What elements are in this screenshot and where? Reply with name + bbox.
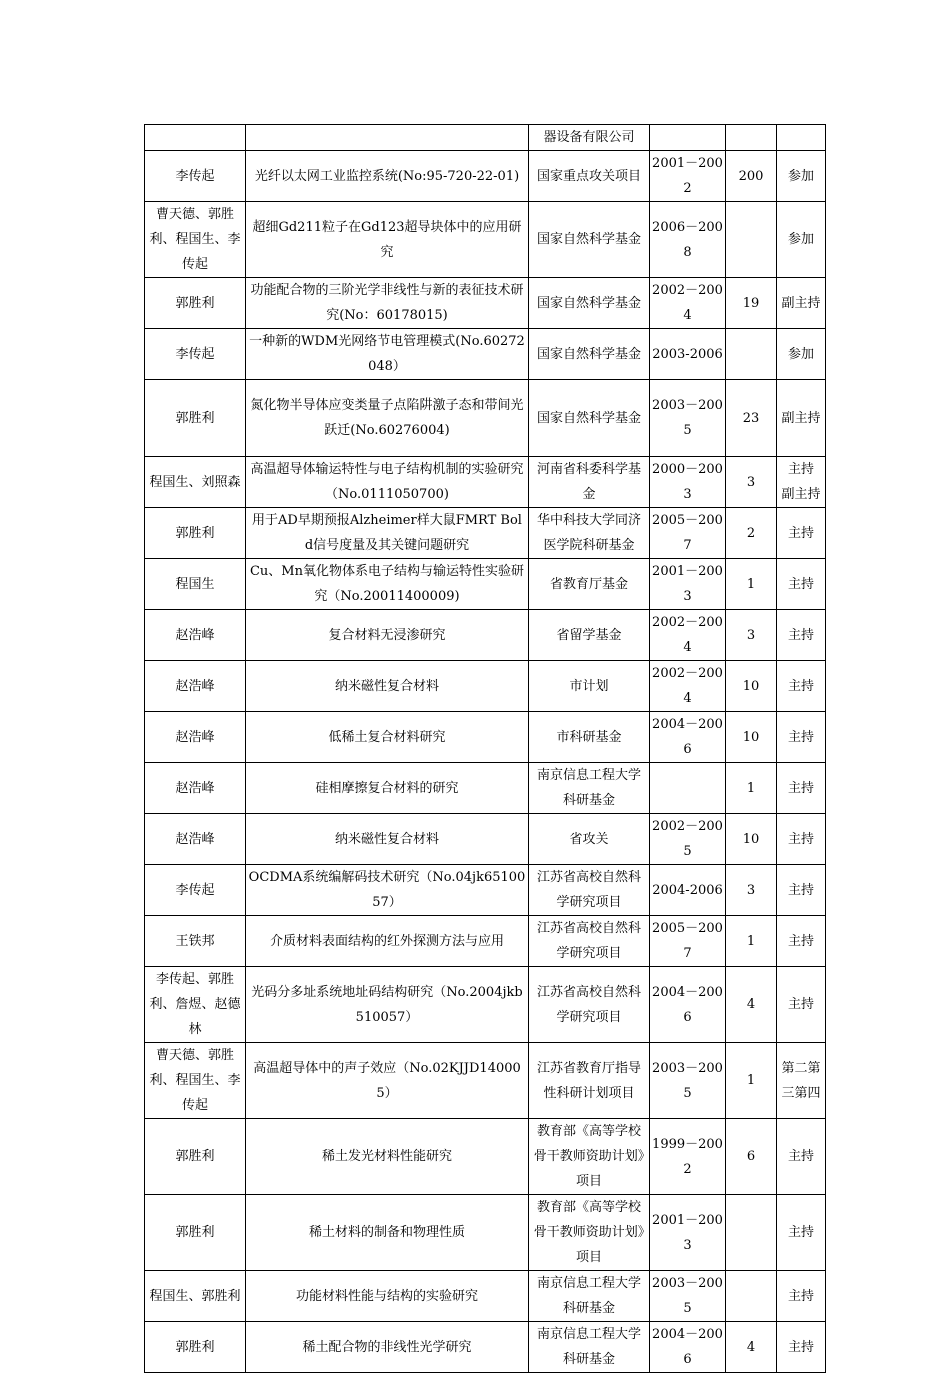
cell-project: 纳米磁性复合材料 <box>246 661 529 712</box>
table-row <box>145 329 826 380</box>
cell-period: 2004－2006 <box>650 712 726 763</box>
cell-role: 主持 <box>777 1271 826 1322</box>
cell-source: 教育部《高等学校骨干教师资助计划》项目 <box>529 1119 650 1195</box>
cell-project: 纳米磁性复合材料 <box>246 814 529 865</box>
table-row <box>145 1271 826 1322</box>
cell-role: 主持 副主持 <box>777 457 826 508</box>
cell-project: 低稀土复合材料研究 <box>246 712 529 763</box>
cell-source: 南京信息工程大学科研基金 <box>529 1271 650 1322</box>
cell-period: 2005－2007 <box>650 916 726 967</box>
cell-project: 稀土配合物的非线性光学研究 <box>246 1322 529 1373</box>
cell-funding <box>726 1271 777 1322</box>
cell-role: 第二第三第四 <box>777 1043 826 1119</box>
cell-names: 郭胜利 <box>145 1195 246 1271</box>
cell-names: 程国生、郭胜利 <box>145 1271 246 1322</box>
cell-period: 2001－2002 <box>650 151 726 202</box>
cell-funding: 2 <box>726 508 777 559</box>
cell-project: 功能材料性能与结构的实验研究 <box>246 1271 529 1322</box>
cell-role: 主持 <box>777 916 826 967</box>
cell-names: 赵浩峰 <box>145 814 246 865</box>
cell-period <box>650 763 726 814</box>
cell-funding: 1 <box>726 916 777 967</box>
cell-source: 国家重点攻关项目 <box>529 151 650 202</box>
cell-source: 国家自然科学基金 <box>529 380 650 457</box>
cell-names: 郭胜利 <box>145 1322 246 1373</box>
cell-project: 用于AD早期预报Alzheimer样大鼠FMRT Bold信号度量及其关键问题研究 <box>246 508 529 559</box>
table-row <box>145 1322 826 1373</box>
cell-source: 南京信息工程大学科研基金 <box>529 763 650 814</box>
research-projects-table <box>144 124 826 1373</box>
cell-project: 稀土材料的制备和物理性质 <box>246 1195 529 1271</box>
cell-period: 2005－2007 <box>650 508 726 559</box>
cell-source: 华中科技大学同济医学院科研基金 <box>529 508 650 559</box>
cell-funding: 1 <box>726 559 777 610</box>
table-row <box>145 865 826 916</box>
cell-source: 省攻关 <box>529 814 650 865</box>
cell-funding: 1 <box>726 763 777 814</box>
cell-period: 2003－2005 <box>650 1043 726 1119</box>
cell-period: 2006－2008 <box>650 202 726 278</box>
cell-project: OCDMA系统编解码技术研究（No.04jk6510057） <box>246 865 529 916</box>
table-row <box>145 916 826 967</box>
cell-role: 参加 <box>777 329 826 380</box>
table-row <box>145 125 826 151</box>
cell-funding: 1 <box>726 1043 777 1119</box>
cell-role: 参加 <box>777 202 826 278</box>
table-row <box>145 380 826 457</box>
table-row <box>145 763 826 814</box>
cell-names: 曹天德、郭胜利、程国生、李传起 <box>145 202 246 278</box>
cell-period: 2003－2005 <box>650 1271 726 1322</box>
cell-period: 2002－2005 <box>650 814 726 865</box>
cell-funding: 10 <box>726 712 777 763</box>
cell-funding: 10 <box>726 661 777 712</box>
cell-period <box>650 125 726 151</box>
cell-source: 省教育厅基金 <box>529 559 650 610</box>
table-row <box>145 457 826 508</box>
cell-names: 曹天德、郭胜利、程国生、李传起 <box>145 1043 246 1119</box>
cell-names <box>145 125 246 151</box>
table-row <box>145 712 826 763</box>
cell-period: 2002－2004 <box>650 278 726 329</box>
cell-names: 程国生、刘照森 <box>145 457 246 508</box>
cell-project: 功能配合物的三阶光学非线性与新的表征技术研究(No：60178015) <box>246 278 529 329</box>
cell-period: 2002－2004 <box>650 610 726 661</box>
cell-role: 参加 <box>777 151 826 202</box>
cell-names: 李传起 <box>145 151 246 202</box>
cell-period: 2004－2006 <box>650 1322 726 1373</box>
cell-funding: 4 <box>726 967 777 1043</box>
cell-source: 市计划 <box>529 661 650 712</box>
cell-source: 国家自然科学基金 <box>529 329 650 380</box>
cell-role: 主持 <box>777 661 826 712</box>
cell-names: 郭胜利 <box>145 278 246 329</box>
cell-source: 河南省科委科学基金 <box>529 457 650 508</box>
cell-source: 国家自然科学基金 <box>529 202 650 278</box>
cell-period: 2004-2006 <box>650 865 726 916</box>
cell-project: 氮化物半导体应变类量子点陷阱激子态和带间光跃迁(No.60276004) <box>246 380 529 457</box>
table-row <box>145 610 826 661</box>
cell-role: 主持 <box>777 610 826 661</box>
table-row <box>145 278 826 329</box>
cell-funding <box>726 1195 777 1271</box>
cell-role <box>777 125 826 151</box>
cell-funding: 3 <box>726 865 777 916</box>
cell-project: 介质材料表面结构的红外探测方法与应用 <box>246 916 529 967</box>
cell-role: 主持 <box>777 1195 826 1271</box>
cell-names: 郭胜利 <box>145 508 246 559</box>
cell-role: 副主持 <box>777 278 826 329</box>
cell-project: 一种新的WDM光网络节电管理模式(No.60272048） <box>246 329 529 380</box>
table-row <box>145 202 826 278</box>
cell-role: 主持 <box>777 814 826 865</box>
cell-project: 光纤以太网工业监控系统(No:95-720-22-01) <box>246 151 529 202</box>
cell-funding <box>726 329 777 380</box>
cell-funding <box>726 125 777 151</box>
cell-source: 省留学基金 <box>529 610 650 661</box>
table-row <box>145 967 826 1043</box>
table-row <box>145 814 826 865</box>
table-row <box>145 661 826 712</box>
cell-funding: 19 <box>726 278 777 329</box>
cell-names: 程国生 <box>145 559 246 610</box>
cell-project <box>246 125 529 151</box>
cell-funding: 3 <box>726 610 777 661</box>
cell-period: 2001－2003 <box>650 1195 726 1271</box>
cell-names: 李传起 <box>145 865 246 916</box>
cell-source: 江苏省高校自然科学研究项目 <box>529 967 650 1043</box>
cell-source: 江苏省高校自然科学研究项目 <box>529 916 650 967</box>
cell-project: 高温超导体中的声子效应（No.02KJJD140005） <box>246 1043 529 1119</box>
cell-funding: 3 <box>726 457 777 508</box>
cell-role: 主持 <box>777 1119 826 1195</box>
cell-role: 主持 <box>777 712 826 763</box>
cell-role: 主持 <box>777 763 826 814</box>
cell-names: 赵浩峰 <box>145 712 246 763</box>
table-row <box>145 151 826 202</box>
cell-names: 郭胜利 <box>145 380 246 457</box>
cell-names: 李传起、郭胜利、詹煜、赵德林 <box>145 967 246 1043</box>
cell-source: 器设备有限公司 <box>529 125 650 151</box>
cell-role: 主持 <box>777 967 826 1043</box>
cell-period: 1999－2002 <box>650 1119 726 1195</box>
cell-project: 复合材料无浸渗研究 <box>246 610 529 661</box>
cell-funding: 200 <box>726 151 777 202</box>
cell-role: 主持 <box>777 1322 826 1373</box>
cell-funding: 10 <box>726 814 777 865</box>
cell-project: 硅相摩擦复合材料的研究 <box>246 763 529 814</box>
cell-period: 2004－2006 <box>650 967 726 1043</box>
cell-source: 江苏省教育厅指导性科研计划项目 <box>529 1043 650 1119</box>
cell-funding: 4 <box>726 1322 777 1373</box>
cell-role: 副主持 <box>777 380 826 457</box>
cell-names: 赵浩峰 <box>145 610 246 661</box>
cell-project: 稀土发光材料性能研究 <box>246 1119 529 1195</box>
cell-source: 江苏省高校自然科学研究项目 <box>529 865 650 916</box>
cell-source: 市科研基金 <box>529 712 650 763</box>
cell-role: 主持 <box>777 559 826 610</box>
table-row <box>145 1043 826 1119</box>
cell-names: 赵浩峰 <box>145 763 246 814</box>
cell-project: Cu、Mn氧化物体系电子结构与输运特性实验研究（No.20011400009) <box>246 559 529 610</box>
cell-project: 光码分多址系统地址码结构研究（No.2004jkb510057） <box>246 967 529 1043</box>
cell-names: 王铁邦 <box>145 916 246 967</box>
cell-role: 主持 <box>777 865 826 916</box>
cell-period: 2003-2006 <box>650 329 726 380</box>
table-row <box>145 559 826 610</box>
cell-source: 教育部《高等学校骨干教师资助计划》项目 <box>529 1195 650 1271</box>
cell-names: 郭胜利 <box>145 1119 246 1195</box>
cell-project: 超细Gd211粒子在Gd123超导块体中的应用研究 <box>246 202 529 278</box>
cell-names: 李传起 <box>145 329 246 380</box>
cell-source: 南京信息工程大学科研基金 <box>529 1322 650 1373</box>
cell-period: 2002－2004 <box>650 661 726 712</box>
table-row <box>145 1195 826 1271</box>
cell-source: 国家自然科学基金 <box>529 278 650 329</box>
table-row <box>145 508 826 559</box>
cell-period: 2000－2003 <box>650 457 726 508</box>
cell-period: 2003－2005 <box>650 380 726 457</box>
cell-period: 2001－2003 <box>650 559 726 610</box>
cell-project: 高温超导体输运特性与电子结构机制的实验研究（No.0111050700) <box>246 457 529 508</box>
cell-funding: 6 <box>726 1119 777 1195</box>
cell-role: 主持 <box>777 508 826 559</box>
cell-names: 赵浩峰 <box>145 661 246 712</box>
cell-funding: 23 <box>726 380 777 457</box>
table-row <box>145 1119 826 1195</box>
cell-funding <box>726 202 777 278</box>
